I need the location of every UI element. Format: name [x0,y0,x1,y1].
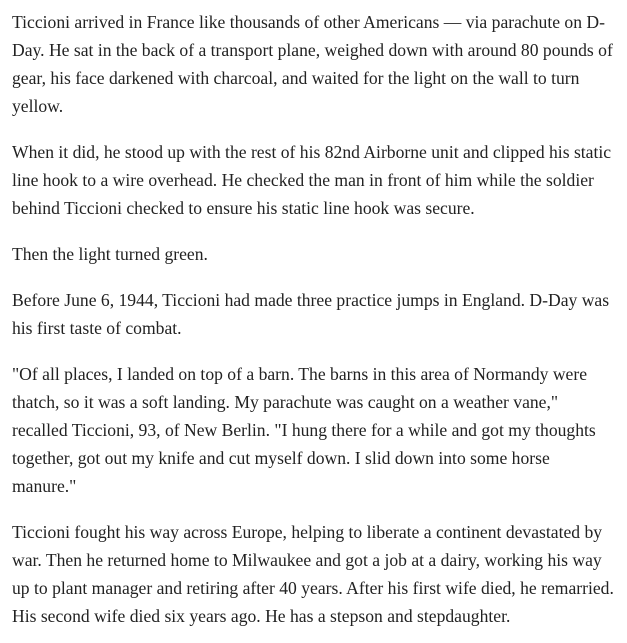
paragraph-practice-jumps: Before June 6, 1944, Ticcioni had made three practice jumps in England. D-Day was his first taste of combat. [12,290,610,338]
paragraph-barn-landing-quote: "Of all places, I landed on top of a barn. The barns in this area of Normandy were thatch, so it was a soft landing. My parachute was caught on a weather vane," recalled Ticcioni, 93, of New Berlin. "I hung there for a while and got my thoughts together, got out my knife and cut myself down. I slid down into some horse manure." [12,364,596,496]
paragraph-dday-parachute: Ticcioni arrived in France like thousands of other Americans — via parachute on D-Day. He sat in the back of a transport plane, weighed down with around 80 pounds of gear, his face darkened with charcoal, and waited for the light on the wall to turn yellow. [12,12,613,116]
paragraph-after-war: Ticcioni fought his way across Europe, helping to liberate a continent devastated by war. Then he returned home to Milwaukee and got a job at a dairy, working his way up to plant manager and retiring after 40 years. After his first wife died, he remarried. His second wife died six years ago. He has a stepson and stepdaughter. [12,522,614,626]
paragraph-static-line: When it did, he stood up with the rest of his 82nd Airborne unit and clipped his static line hook to a wire overhead. He checked the man in front of him while the soldier behind Ticcioni checked to ensure his static line hook was secure. [12,142,612,218]
paragraph-light-green: Then the light turned green. [12,244,208,264]
